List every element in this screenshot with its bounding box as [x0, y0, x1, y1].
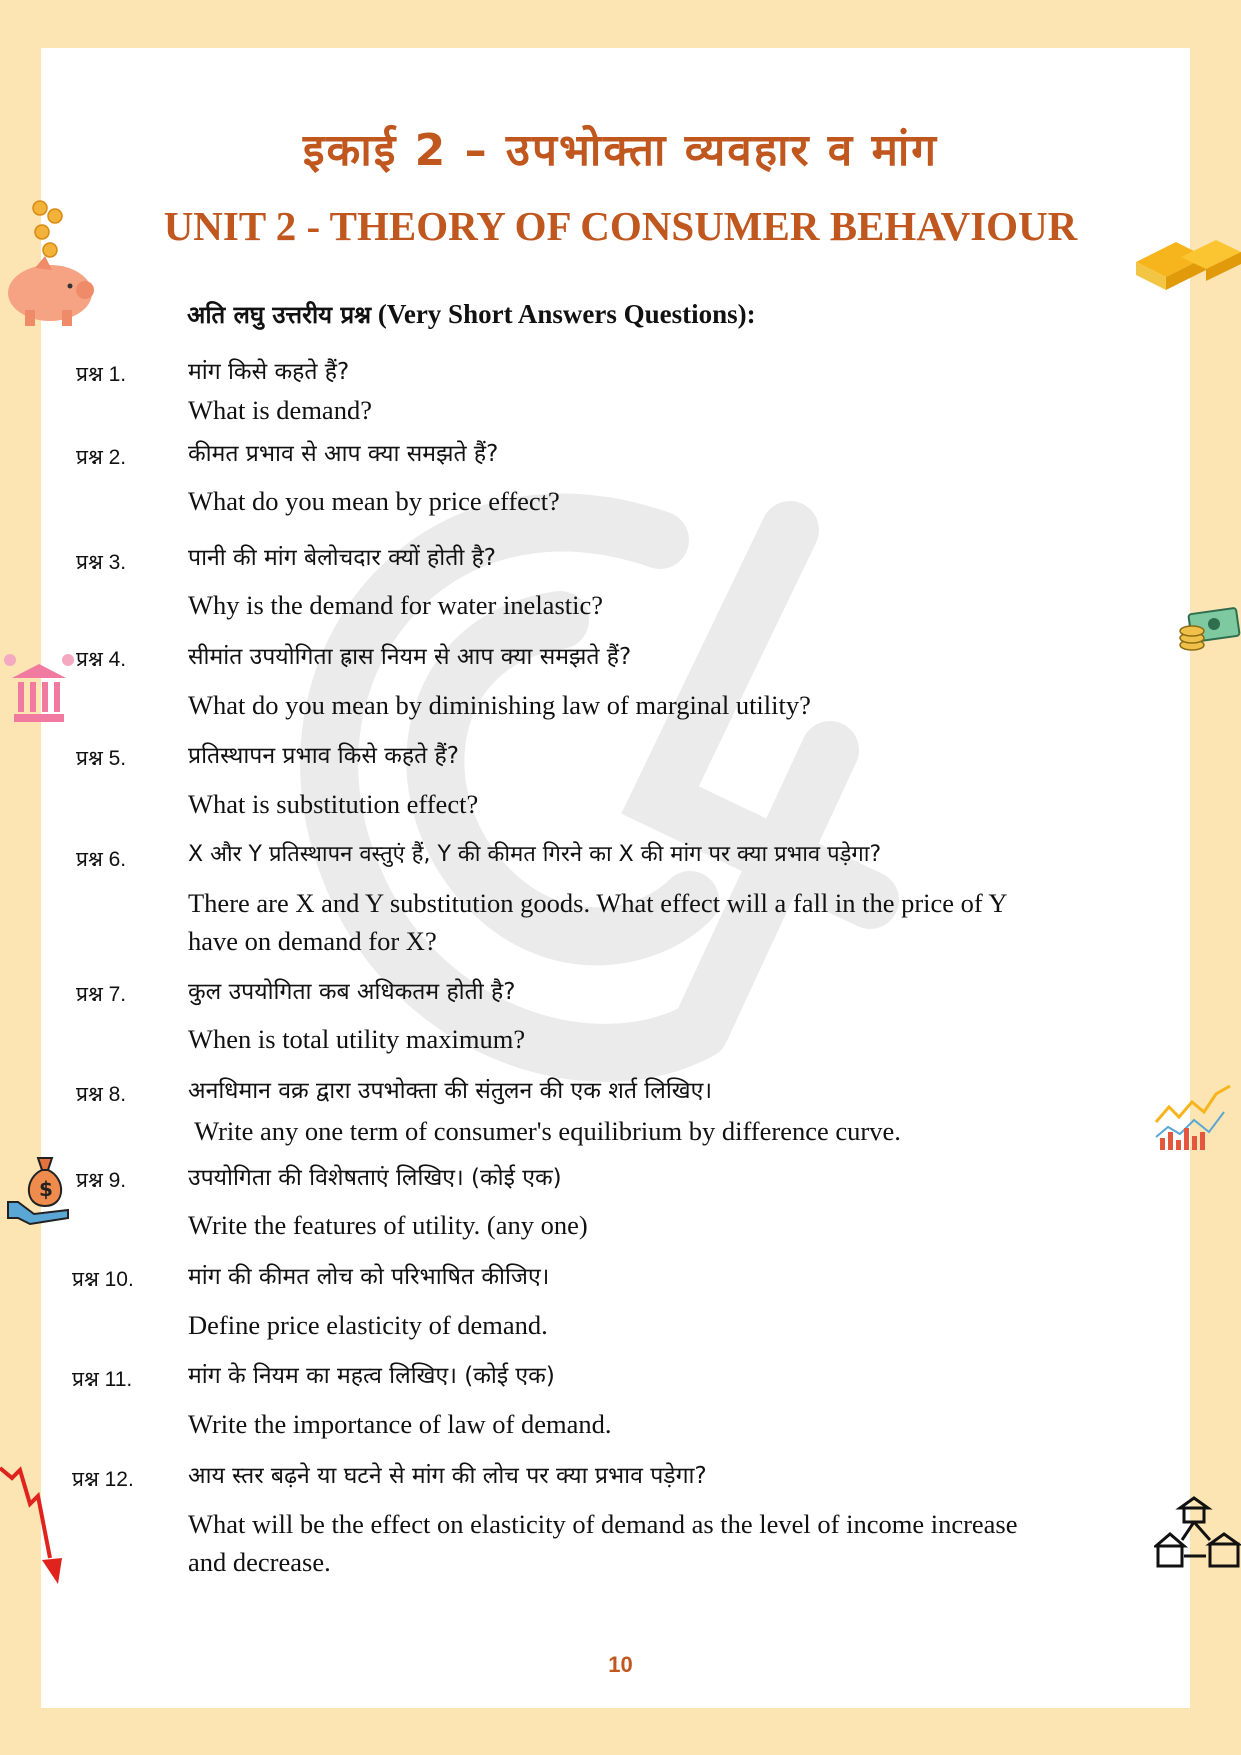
question-hindi: अनधिमान वक्र द्वारा उपभोक्ता की संतुलन की एक शर्त लिखिए।	[188, 1078, 713, 1104]
question-english: Why is the demand for water inelastic?	[188, 590, 604, 620]
question-number: प्रश्न 7.	[76, 983, 127, 1006]
question-english: What is substitution effect?	[188, 789, 479, 819]
question-english: What is demand?	[188, 395, 372, 425]
section-heading	[187, 298, 756, 331]
question-english: Write the features of utility. (any one)	[188, 1210, 588, 1240]
question-hindi: X और Y प्रतिस्थापन वस्तुएं हैं, Y की कीमत गिरने का X की मांग पर क्या प्रभाव पड़ेगा?	[188, 842, 882, 867]
question-hindi: आय स्तर बढ़ने या घटने से मांग की लोच पर क्या प्रभाव पड़ेगा?	[188, 1463, 707, 1489]
question-number: प्रश्न 5.	[76, 747, 127, 770]
unit-title-english: UNIT 2 - THEORY OF CONSUMER BEHAVIOUR	[163, 203, 1078, 249]
falling-arrow-icon	[0, 1462, 72, 1594]
question-english: What do you mean by diminishing law of marginal utility?	[188, 690, 811, 720]
question-number: प्रश्न 12.	[72, 1468, 134, 1491]
question-english-continued: have on demand for X?	[188, 926, 437, 956]
bank-icon	[0, 652, 80, 727]
question-english: Write the importance of law of demand.	[188, 1409, 612, 1439]
unit-title-hindi: इकाई 2 – उपभोक्ता व्यवहार व मांग	[302, 125, 939, 176]
question-hindi: उपयोगिता की विशेषताएं लिखिए। (कोई एक)	[188, 1165, 562, 1191]
question-number: प्रश्न 6.	[76, 848, 127, 871]
question-english: What do you mean by price effect?	[188, 486, 560, 516]
question-english: Write any one term of consumer's equilibrium by difference curve.	[188, 1116, 901, 1146]
question-english: When is total utility maximum?	[188, 1024, 526, 1054]
question-hindi: मांग के नियम का महत्व लिखिए। (कोई एक)	[188, 1363, 555, 1389]
money-bag-hand-icon	[4, 1156, 76, 1228]
piggy-bank-icon	[0, 198, 100, 330]
section-heading-hindi: अति लघु उत्तरीय प्रश्न	[187, 301, 372, 329]
coins-icon	[33, 201, 62, 257]
question-english: Define price elasticity of demand.	[188, 1310, 548, 1340]
question-english-continued: and decrease.	[188, 1547, 331, 1577]
buildings-icon	[1154, 1494, 1241, 1570]
gold-bars-icon	[1136, 232, 1241, 294]
question-number: प्रश्न 4.	[76, 648, 127, 671]
question-hindi: प्रतिस्थापन प्रभाव किसे कहते हैं?	[188, 743, 459, 769]
question-number: प्रश्न 2.	[76, 446, 127, 469]
question-hindi: मांग की कीमत लोच को परिभाषित कीजिए।	[188, 1264, 550, 1290]
section-heading-english: (Very Short Answers Questions):	[377, 299, 756, 329]
question-number: प्रश्न 3.	[76, 551, 127, 574]
question-number: प्रश्न 8.	[76, 1083, 127, 1106]
market-chart-icon	[1154, 1082, 1234, 1154]
page-number: 10	[608, 1652, 633, 1677]
question-number: प्रश्न 9.	[76, 1169, 127, 1192]
question-number: प्रश्न 11.	[72, 1368, 133, 1391]
question-hindi: मांग किसे कहते हैं?	[188, 359, 350, 385]
question-hindi: सीमांत उपयोगिता ह्रास नियम से आप क्या समझते हैं?	[188, 644, 632, 670]
question-english: What will be the effect on elasticity of demand as the level of income increase	[188, 1509, 1018, 1539]
question-hindi: कीमत प्रभाव से आप क्या समझते हैं?	[188, 441, 499, 467]
svg-text:$: $	[39, 1177, 53, 1201]
question-number: प्रश्न 10.	[72, 1268, 134, 1291]
money-stack-icon	[1178, 605, 1241, 655]
question-hindi: कुल उपयोगिता कब अधिकतम होती है?	[188, 979, 516, 1005]
question-number: प्रश्न 1.	[76, 363, 127, 386]
question-english: There are X and Y substitution goods. What effect will a fall in the price of Y	[188, 888, 1008, 918]
question-hindi: पानी की मांग बेलोचदार क्यों होती है?	[188, 545, 497, 571]
